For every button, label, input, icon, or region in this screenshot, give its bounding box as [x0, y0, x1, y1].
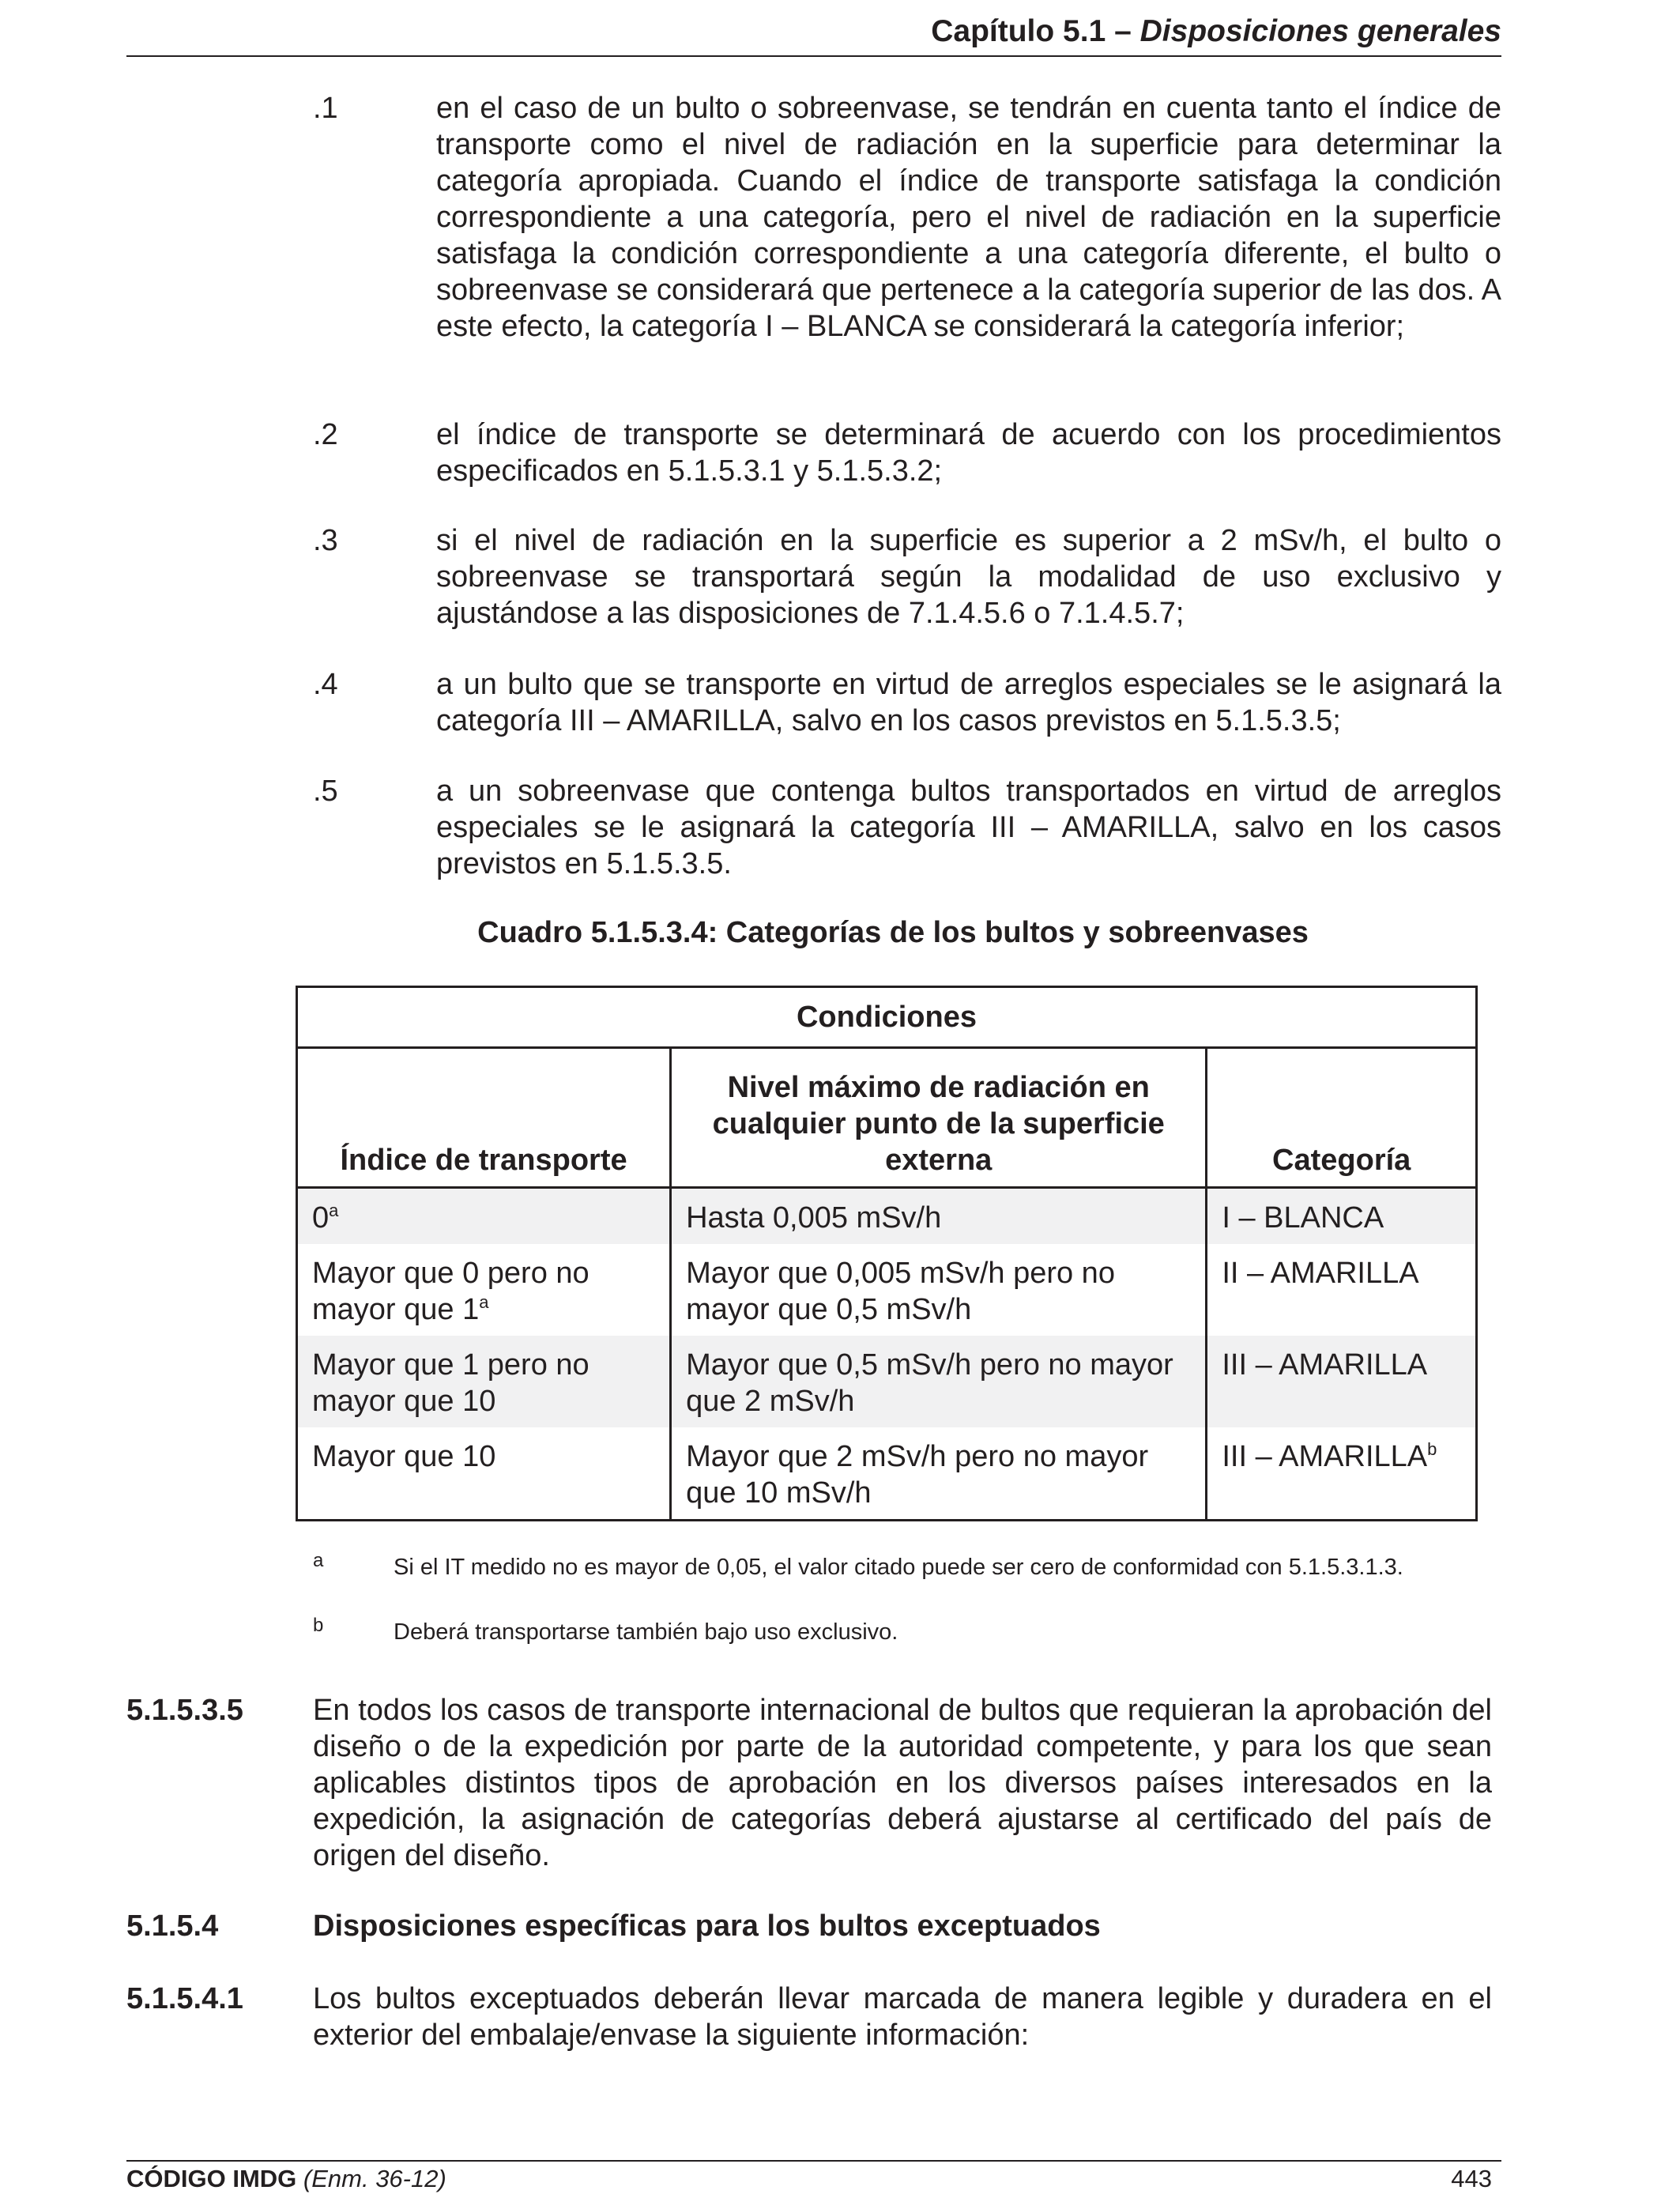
- footer-code: CÓDIGO IMDG: [126, 2165, 297, 2192]
- list-item-number: .2: [313, 418, 338, 451]
- footnote-ref: a: [479, 1292, 489, 1312]
- list-item-text: a un sobreenvase que contenga bultos transportados en virtud de arreglos especiales se le asignará la categoría III – AMARILLA, salvo en los casos previstos en 5.1.5.3.5.: [436, 775, 1501, 880]
- cell-radiation: Mayor que 2 mSv/h pero no mayor que 10 mSv/h: [671, 1427, 1207, 1521]
- footer-amendment: (Enm. 36-12): [303, 2165, 446, 2192]
- cell-category: II – AMARILLA: [1207, 1244, 1477, 1336]
- column-header-index: Índice de transporte: [297, 1048, 671, 1188]
- cell-radiation: Mayor que 0,005 mSv/h pero no mayor que 0,5 mSv/h: [671, 1244, 1207, 1336]
- column-header-category: Categoría: [1207, 1048, 1477, 1188]
- list-item-text: en el caso de un bulto o sobreenvase, se tendrán en cuenta tanto el índice de transporte como el nivel de radiación en la superficie para determinar la categoría apropiada. Cuando el índice de transporte satisfaga la condición correspondiente a una categoría, pero el nivel de radiación en la superficie satisfaga la condición correspondiente a una categoría diferente, el bulto o sobreenvase se considerará que pertenece a la categoría superior de las dos. A este efecto, la categoría I – BLANCA se considerará la categoría inferior;: [436, 92, 1501, 343]
- cell-index: Mayor que 1 pero no mayor que 10: [297, 1336, 671, 1427]
- footer-title: [126, 2164, 446, 2194]
- table-caption: Cuadro 5.1.5.3.4: Categorías de los bultos y sobreenvases: [477, 916, 1309, 949]
- table-group-header: Condiciones: [297, 987, 1477, 1048]
- cell-index: Mayor que 10: [297, 1427, 671, 1521]
- table-row: [297, 1244, 1477, 1336]
- footnote-text: Deberá transportarse también bajo uso exclusivo.: [394, 1619, 898, 1645]
- section-number: 5.1.5.4: [126, 1909, 219, 1943]
- chapter-title: Disposiciones generales: [1139, 14, 1501, 48]
- section-number: 5.1.5.4.1: [126, 1982, 243, 2015]
- cell-radiation: Mayor que 0,5 mSv/h pero no mayor que 2 mSv/h: [671, 1336, 1207, 1427]
- cell-category: I – BLANCA: [1207, 1188, 1477, 1245]
- list-item-text: el índice de transporte se determinará de acuerdo con los procedimientos especificados en 5.1.5.3.1 y 5.1.5.3.2;: [436, 418, 1501, 488]
- footnote-ref: b: [1427, 1439, 1437, 1459]
- page-number: 443: [1451, 2165, 1492, 2192]
- running-head: [126, 11, 1501, 52]
- list-item-text: a un bulto que se transporte en virtud de arreglos especiales se le asignará la categoría III – AMARILLA, salvo en los casos previstos en 5.1.5.3.5;: [436, 668, 1501, 737]
- section-number: 5.1.5.3.5: [126, 1694, 243, 1727]
- footnote-ref: a: [329, 1201, 339, 1220]
- table-row: [297, 1188, 1477, 1245]
- cell-category: III – AMARILLA: [1207, 1336, 1477, 1427]
- section-text: Los bultos exceptuados deberán llevar marcada de manera legible y duradera en el exterior del embalaje/envase la siguiente información:: [313, 1982, 1492, 2052]
- cell-category: III – AMARILLA$^b$: [1207, 1427, 1477, 1521]
- cell-radiation: Hasta 0,005 mSv/h: [671, 1188, 1207, 1245]
- list-item-number: .5: [313, 775, 338, 808]
- header-rule: [126, 55, 1501, 57]
- footnote-mark: b: [313, 1615, 324, 1636]
- chapter-number: Capítulo 5.1 –: [931, 14, 1132, 48]
- footer-rule: [126, 2160, 1501, 2162]
- list-item-number: .1: [313, 92, 338, 125]
- table-row: [297, 1336, 1477, 1427]
- section-title: Disposiciones específicas para los bultos exceptuados: [313, 1909, 1101, 1943]
- list-item-number: .4: [313, 668, 338, 701]
- table-row: [297, 1427, 1477, 1521]
- cell-index: Mayor que 0 pero no mayor que 1$^a$: [297, 1244, 671, 1336]
- categories-table: [296, 986, 1478, 1521]
- footnote-text: Si el IT medido no es mayor de 0,05, el valor citado puede ser cero de conformidad con 5.1.5.3.1.3.: [394, 1555, 1403, 1580]
- footnote-mark: a: [313, 1550, 324, 1571]
- list-item-text: si el nivel de radiación en la superficie es superior a 2 mSv/h, el bulto o sobreenvase se transportará según la modalidad de uso exclusivo y ajustándose a las disposiciones de 7.1.4.5.6 o 7.1.4.5.7;: [436, 524, 1501, 630]
- column-header-radiation: Nivel máximo de radiación en cualquier punto de la superficie externa: [671, 1048, 1207, 1188]
- list-item-number: .3: [313, 524, 338, 557]
- cell-index: 0$^a$: [297, 1188, 671, 1245]
- section-text: En todos los casos de transporte internacional de bultos que requieran la aprobación del diseño o de la expedición por parte de la autoridad competente, y para los que sean aplicables distintos tipos de aprobación en los diversos países interesados en la expedición, la asignación de categorías deberá ajustarse al certificado del país de origen del diseño.: [313, 1694, 1492, 1872]
